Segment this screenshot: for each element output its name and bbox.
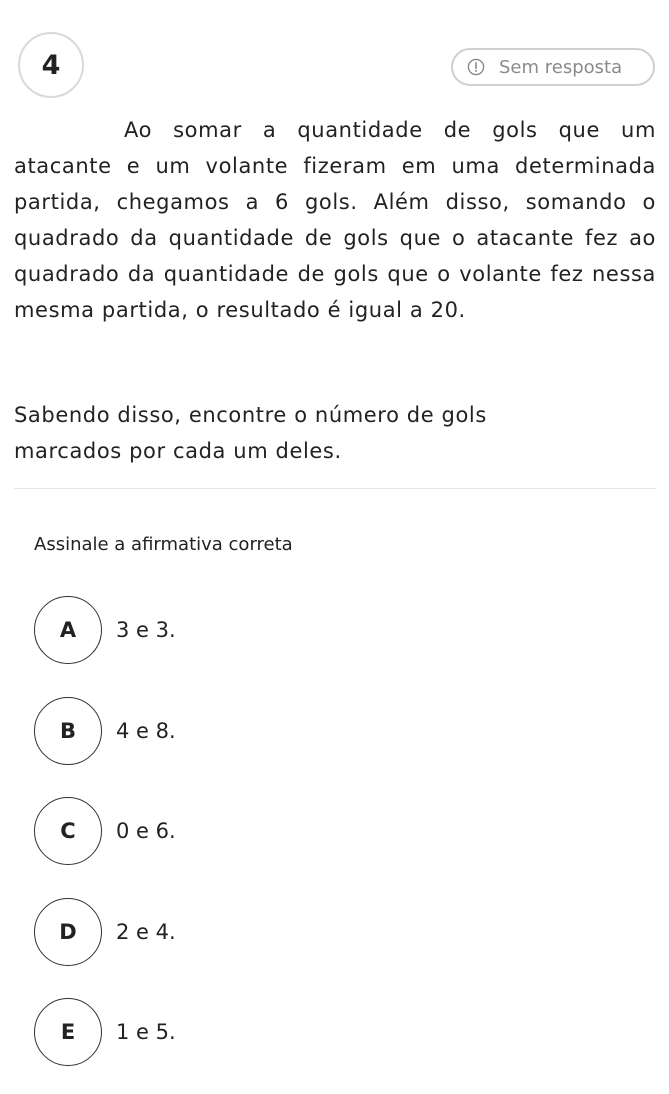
option-letter: E [34,998,102,1066]
option-a[interactable] [34,596,334,664]
option-c[interactable] [34,797,334,865]
option-text: 0 e 6. [116,819,176,843]
option-letter: D [34,898,102,966]
divider [14,488,656,489]
question-number: 4 [18,32,84,98]
option-letter: C [34,797,102,865]
exclamation-circle-icon [467,58,485,76]
option-d[interactable] [34,898,334,966]
question-text-continuation: Sabendo disso, encontre o número de gols marcados por cada um deles. [14,403,487,463]
option-text: 1 e 5. [116,1020,176,1044]
status-label: Sem resposta [499,56,623,78]
option-letter: B [34,697,102,765]
option-b[interactable] [34,697,334,765]
option-text: 4 e 8. [116,719,176,743]
option-text: 3 e 3. [116,618,176,642]
status-badge [451,48,655,86]
option-letter: A [34,596,102,664]
instruction-label: Assinale a afirmativa correta [34,534,293,555]
option-e[interactable] [34,998,334,1066]
option-text: 2 e 4. [116,920,176,944]
question-text: Ao somar a quantidade de gols que um atacante e um volante fizeram em uma determinada partida, chegamos a 6 gols. Além disso, somando o quadrado da quantidade de gols que o atacante fez ao quadrado da quantidade de gols que o volante fez nessa mesma partida, o resultado é igual a 20. [14,118,656,322]
